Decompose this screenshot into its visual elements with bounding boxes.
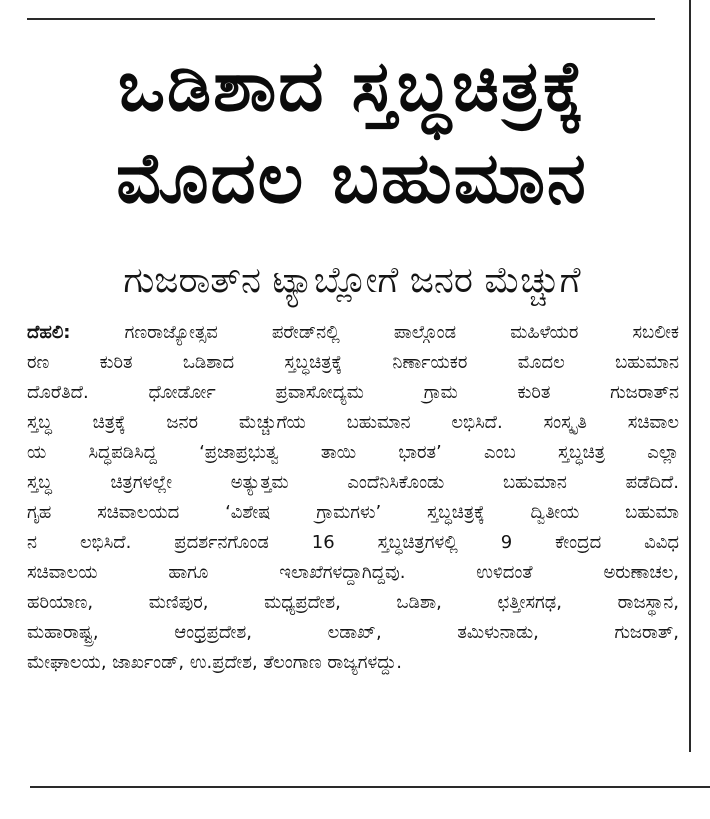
article-line: ಹರಿಯಾಣ, ಮಣಿಪುರ, ಮಧ್ಯಪ್ರದೇಶ, ಒಡಿಶಾ, ಛತ್ತೀಸಗಢ, ರಾಜಸ್ಥಾನ, bbox=[27, 592, 679, 613]
article-line bbox=[27, 318, 679, 348]
article-line: ಮೇಘಾಲಯ, ಜಾರ್ಖಂಡ್, ಉ.ಪ್ರದೇಶ, ತೆಲಂಗಾಣ ರಾಜ್ಯಗಳದ್ದು. bbox=[27, 652, 403, 673]
article-body bbox=[27, 318, 679, 678]
article-line: ಸ್ತಬ್ಧ ಚಿತ್ರಗಳಲ್ಲೇ ಅತ್ಯುತ್ತಮ ಎಂದೆನಿಸಿಕೊಂಡು ಬಹುಮಾನ ಪಡೆದಿದೆ. bbox=[27, 472, 679, 493]
headline bbox=[22, 40, 682, 224]
article-line: ಸಚಿವಾಲಯ ಹಾಗೂ ಇಲಾಖೆಗಳದ್ದಾಗಿದ್ದವು. ಉಳಿದಂತೆ ಅರುಣಾಚಲ, bbox=[27, 562, 679, 583]
article-line: ಮಹಾರಾಷ್ಟ್ರ, ಆಂಧ್ರಪ್ರದೇಶ, ಲಡಾಖ್, ತಮಿಳುನಾಡು, ಗುಜರಾತ್, bbox=[27, 622, 679, 643]
article-line: ನ ಲಭಿಸಿದೆ. ಪ್ರದರ್ಶನಗೊಂಡ 16 ಸ್ತಬ್ಧಚಿತ್ರಗಳಲ್ಲಿ 9 ಕೇಂದ್ರದ ವಿವಿಧ bbox=[27, 532, 679, 553]
article-line: ಗೃಹ ಸಚಿವಾಲಯದ ‘ವಿಶೇಷ ಗ್ರಾಮಗಳು’ ಸ್ತಬ್ಧಚಿತ್ರಕ್ಕೆ ದ್ವಿತೀಯ ಬಹುಮಾ bbox=[27, 502, 679, 523]
article-line: ರಣ ಕುರಿತ ಒಡಿಶಾದ ಸ್ತಬ್ಧಚಿತ್ರಕ್ಕೆ ನಿರ್ಣಾಯಕರ ಮೊದಲ ಬಹುಮಾನ bbox=[27, 352, 679, 373]
top-divider bbox=[27, 18, 655, 20]
subheadline: ಗುಜರಾತ್‌ನ ಟ್ಯಾಬ್ಲೋಗೆ ಜನರ ಮೆಚ್ಚುಗೆ bbox=[123, 260, 581, 301]
article-line-text: ಗಣರಾಜ್ಯೋತ್ಸವ ಪರೇಡ್‌ನಲ್ಲಿ ಪಾಲ್ಗೊಂಡ ಮಹಿಳೆಯರ ಸಬಲೀಕ bbox=[70, 322, 679, 343]
headline-line-1: ಒಡಿಶಾದ ಸ್ತಬ್ಧಚಿತ್ರಕ್ಕೆ bbox=[117, 45, 586, 127]
column-divider bbox=[689, 0, 691, 752]
article-line: ದೊರೆತಿದೆ. ಧೋರ್ಡೋ ಪ್ರವಾಸೋದ್ಯಮ ಗ್ರಾಮ ಕುರಿತ ಗುಜರಾತ್‌ನ bbox=[27, 382, 679, 403]
article-line: ಯ ಸಿದ್ಧಪಡಿಸಿದ್ದ ‘ಪ್ರಜಾಪ್ರಭುತ್ವ ತಾಯಿ ಭಾರತ’ ಎಂಬ ಸ್ತಬ್ಧಚಿತ್ರ ಎಲ್ಲಾ bbox=[27, 442, 679, 463]
headline-line-2: ಮೊದಲ ಬಹುಮಾನ bbox=[116, 137, 588, 219]
article-line: ಸ್ತಬ್ಧ ಚಿತ್ರಕ್ಕೆ ಜನರ ಮೆಚ್ಚುಗೆಯ ಬಹುಮಾನ ಲಭಿಸಿದೆ. ಸಂಸ್ಕೃತಿ ಸಚಿವಾಲ bbox=[27, 412, 679, 433]
dateline: ದೆಹಲಿ: bbox=[27, 322, 71, 343]
bottom-divider bbox=[30, 786, 710, 788]
